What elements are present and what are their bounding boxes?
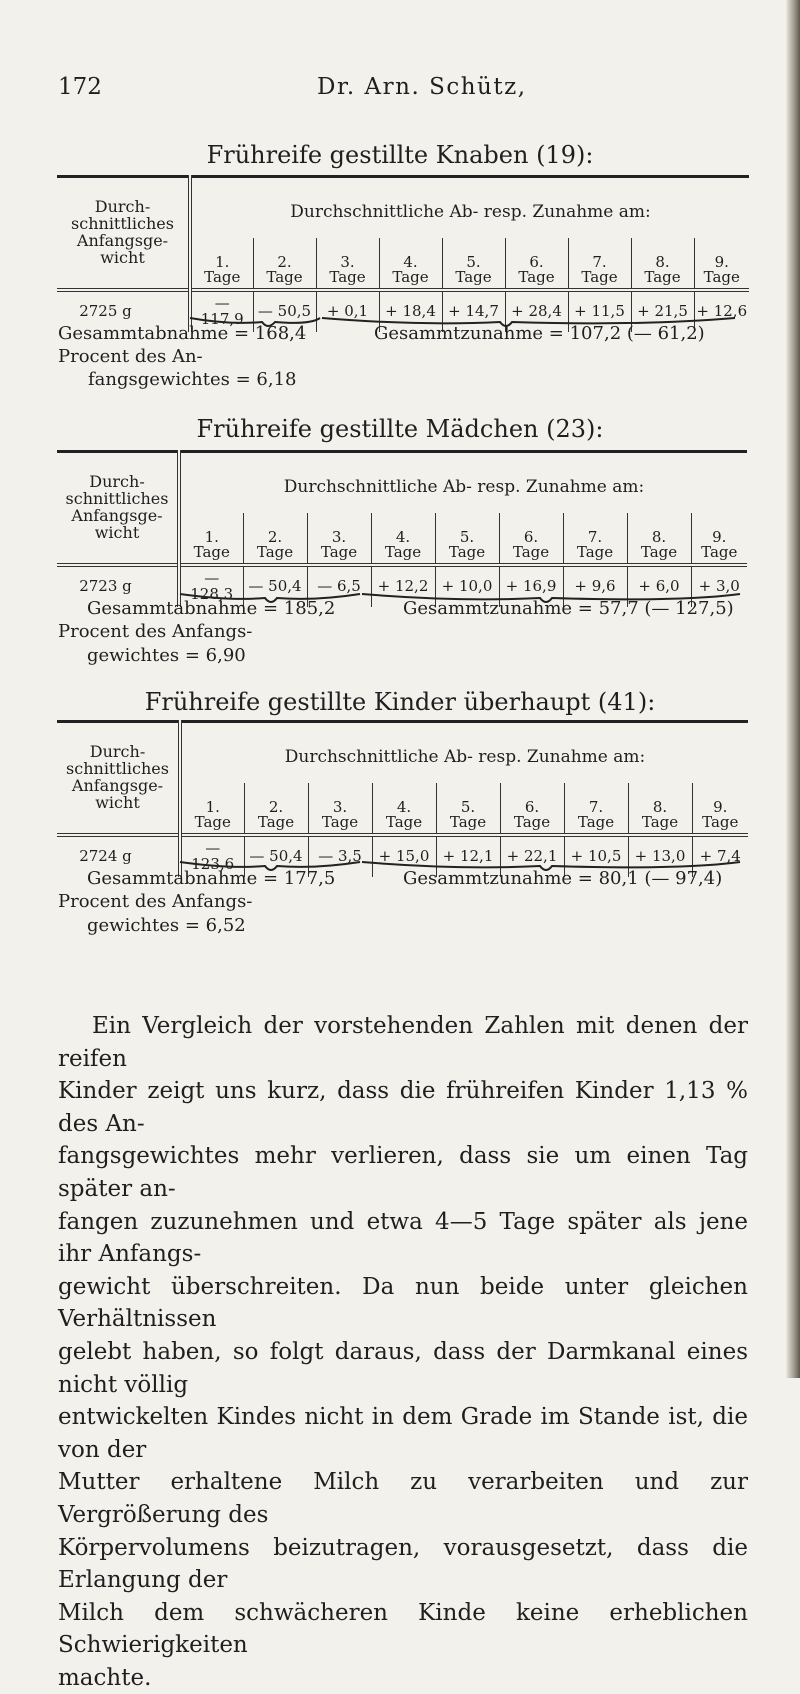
- label-line: schnittliches: [71, 214, 174, 234]
- gain-total: Gesammtzunahme = 57,7 (— 127,5): [403, 598, 734, 619]
- value-cell: + 12,6: [694, 290, 749, 332]
- day-header: 5. Tage: [435, 513, 499, 565]
- value-cell: + 3,0: [691, 565, 747, 607]
- text-line: Kinder zeigt uns kurz, dass die frühreifen Kinder 1,13 % des An-: [58, 1078, 748, 1137]
- value-cell: — 123,6: [180, 835, 244, 877]
- text-line: Ein Vergleich der vorstehenden Zahlen mit denen der reifen: [58, 1013, 748, 1072]
- day-header: 9. Tage: [692, 783, 748, 835]
- text-line: entwickelten Kindes nicht in dem Grade im Stande ist, die von der: [58, 1404, 748, 1463]
- day-header: 4. Tage: [379, 238, 442, 290]
- day-header: 4. Tage: [371, 513, 435, 565]
- value-cell: + 0,1: [316, 290, 379, 332]
- span-header: Durchschnittliche Ab- resp. Zunahme am:: [179, 452, 747, 514]
- label-line: Anfangsge-: [76, 231, 169, 250]
- label-line: Anfangsge-: [71, 776, 164, 795]
- label-line: schnittliches: [65, 489, 169, 509]
- value-cell: + 13,0: [628, 835, 692, 877]
- value-cell: — 6,5: [307, 565, 371, 607]
- label-line: wicht: [100, 247, 145, 267]
- value-cell: + 28,4: [505, 290, 568, 332]
- span-header: Durchschnittliche Ab- resp. Zunahme am:: [180, 722, 748, 784]
- day-header: 6. Tage: [499, 513, 563, 565]
- text-line: Milch dem schwächeren Kinde keine erheblichen Schwierigkeiten: [58, 1599, 748, 1659]
- day-header: 1. Tage: [194, 797, 231, 832]
- label-line: Durch-: [89, 742, 146, 762]
- value-cell: + 21,5: [631, 290, 694, 332]
- day-header: 9. Tage: [694, 238, 749, 290]
- label-line: schnittliches: [66, 759, 169, 779]
- day-header: 9. Tage: [691, 513, 747, 565]
- gain-total: Gesammtzunahme = 107,2 (— 61,2): [374, 323, 705, 344]
- value-cell: — 50,4: [244, 835, 308, 877]
- day-header: 3. Tage: [308, 783, 372, 835]
- day-header: 2. Tage: [253, 238, 316, 290]
- gain-total: Gesammtzunahme = 80,1 (— 97,4): [403, 868, 723, 889]
- page-number: 172: [58, 74, 102, 100]
- percent-line: gewichtes = 6,90: [87, 645, 246, 666]
- percent-line: Procent des Anfangs-: [58, 621, 253, 642]
- initial-weight: 2723 g: [57, 565, 154, 607]
- value-cell: + 7,4: [692, 835, 748, 877]
- value-cell: — 3,5: [308, 835, 372, 877]
- text-line: fangen zuzunehmen und etwa 4—5 Tage später als jene ihr Anfangs-: [58, 1208, 748, 1268]
- initial-weight: 2724 g: [57, 835, 154, 877]
- day-header: 7. Tage: [568, 238, 631, 290]
- label-line: wicht: [95, 792, 140, 812]
- percent-line: fangsgewichtes = 6,18: [88, 369, 297, 390]
- day-header: 5. Tage: [442, 238, 505, 290]
- day-header: 8. Tage: [631, 238, 694, 290]
- value-cell: — 50,4: [243, 565, 307, 607]
- value-cell: + 12,2: [371, 565, 435, 607]
- day-header: 4. Tage: [372, 783, 436, 835]
- value-cell: + 9,6: [563, 565, 627, 607]
- value-cell: + 16,9: [499, 565, 563, 607]
- section-title-children: Frühreife gestillte Kinder überhaupt (41):: [144, 688, 656, 716]
- value-cell: + 6,0: [627, 565, 691, 607]
- loss-total: Gesammtabnahme = 185,2: [87, 598, 336, 619]
- label-line: Durch-: [94, 197, 151, 217]
- value-cell: — 117,9: [190, 290, 253, 332]
- value-cell: + 10,0: [435, 565, 499, 607]
- value-cell: — 50,5: [253, 290, 316, 332]
- loss-total: Gesammtabnahme = 168,4: [58, 323, 307, 344]
- text-line: Körpervolumens beizutragen, vorausgesetzt, dass die Erlangung der: [58, 1534, 748, 1594]
- span-header: Durchschnittliche Ab- resp. Zunahme am:: [190, 177, 749, 239]
- day-header: 1. Tage: [204, 252, 241, 287]
- percent-line: Procent des An-: [58, 346, 203, 367]
- day-header: 8. Tage: [627, 513, 691, 565]
- text-line: fangsgewichtes mehr verlieren, dass sie um einen Tag später an-: [58, 1143, 748, 1202]
- day-header: 1. Tage: [193, 527, 230, 562]
- text-line: gelebt haben, so folgt daraus, dass der Darmkanal eines nicht völlig: [58, 1338, 748, 1398]
- percent-line: Procent des Anfangs-: [58, 891, 253, 912]
- loss-total: Gesammtabnahme = 177,5: [87, 868, 336, 889]
- value-cell: + 22,1: [500, 835, 564, 877]
- day-header: 7. Tage: [563, 513, 627, 565]
- day-header: 5. Tage: [436, 783, 500, 835]
- value-cell: + 12,1: [436, 835, 500, 877]
- section-title-boys: Frühreife gestillte Knaben (19):: [206, 141, 594, 169]
- day-header: 2. Tage: [243, 513, 307, 565]
- text-line: machte.: [58, 1664, 152, 1691]
- percent-line: gewichtes = 6,52: [87, 915, 246, 936]
- running-title: Dr. Arn. Schütz,: [317, 74, 527, 100]
- label-line: wicht: [94, 522, 140, 542]
- value-cell: — 128,3: [179, 565, 243, 607]
- day-header: 7. Tage: [564, 783, 628, 835]
- value-cell: + 18,4: [379, 290, 442, 332]
- body-paragraph: [58, 1010, 748, 1694]
- initial-weight: 2725 g: [57, 290, 154, 332]
- section-title-girls: Frühreife gestillte Mädchen (23):: [196, 415, 604, 443]
- day-header: 8. Tage: [628, 783, 692, 835]
- day-header: 6. Tage: [500, 783, 564, 835]
- text-line: gewicht überschreiten. Da nun beide unter gleichen Verhältnissen: [58, 1273, 748, 1333]
- value-cell: + 14,7: [442, 290, 505, 332]
- text-line: Mutter erhaltene Milch zu verarbeiten und zur Vergrößerung des: [58, 1469, 748, 1528]
- label-line: Anfangsge-: [71, 506, 163, 525]
- day-header: 6. Tage: [505, 238, 568, 290]
- day-header: 3. Tage: [307, 513, 371, 565]
- label-line: Durch-: [89, 472, 145, 492]
- day-header: 2. Tage: [244, 783, 308, 835]
- day-header: 3. Tage: [316, 238, 379, 290]
- value-cell: + 10,5: [564, 835, 628, 877]
- value-cell: + 15,0: [372, 835, 436, 877]
- value-cell: + 11,5: [568, 290, 631, 332]
